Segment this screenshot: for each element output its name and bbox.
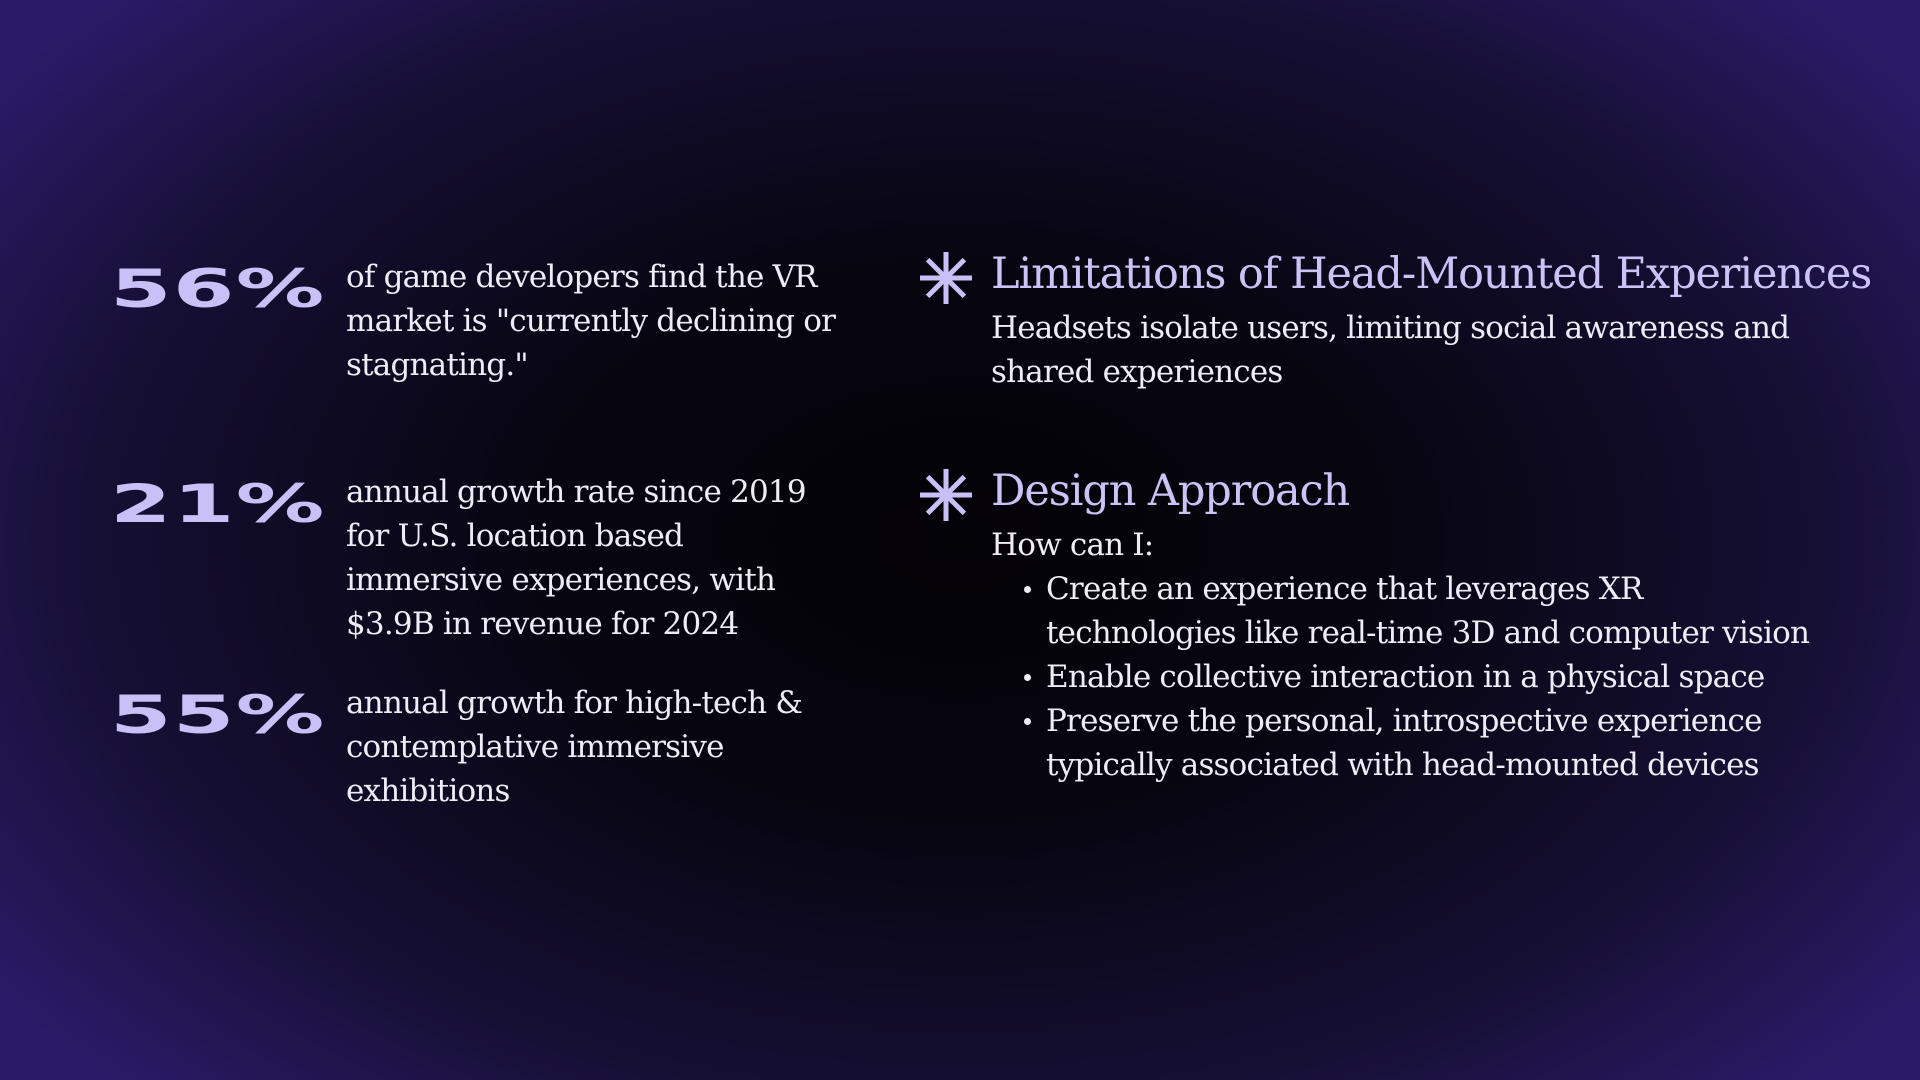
section-body xyxy=(991,523,1811,787)
stat-description: annual growth rate since 2019 for U.S. location based immersive experiences, with $3.9B in revenue for 2024 xyxy=(346,474,806,642)
section-title: Limitations of Head-Mounted Experiences xyxy=(991,249,1872,299)
list-item: Preserve the personal, introspective experience typically associated with head-mounted devices xyxy=(1046,699,1811,787)
asterisk-icon xyxy=(918,467,974,523)
list-item: Create an experience that leverages XR technologies like real-time 3D and computer vision xyxy=(1046,567,1811,655)
approach-list xyxy=(991,567,1811,787)
stat-value: 56% xyxy=(110,258,326,320)
section-title: Design Approach xyxy=(991,466,1350,516)
asterisk-icon xyxy=(918,250,974,306)
stat-value: 55% xyxy=(110,684,326,746)
stat-value: 21% xyxy=(110,473,326,535)
stat-description: annual growth for high-tech & contemplative immersive exhibitions xyxy=(346,685,803,809)
section-body: Headsets isolate users, limiting social awareness and shared experiences xyxy=(991,310,1790,390)
approach-intro: How can I: xyxy=(991,527,1154,563)
list-item: Enable collective interaction in a physical space xyxy=(1046,655,1811,699)
stat-description: of game developers find the VR market is "currently declining or stagnating." xyxy=(346,259,836,383)
